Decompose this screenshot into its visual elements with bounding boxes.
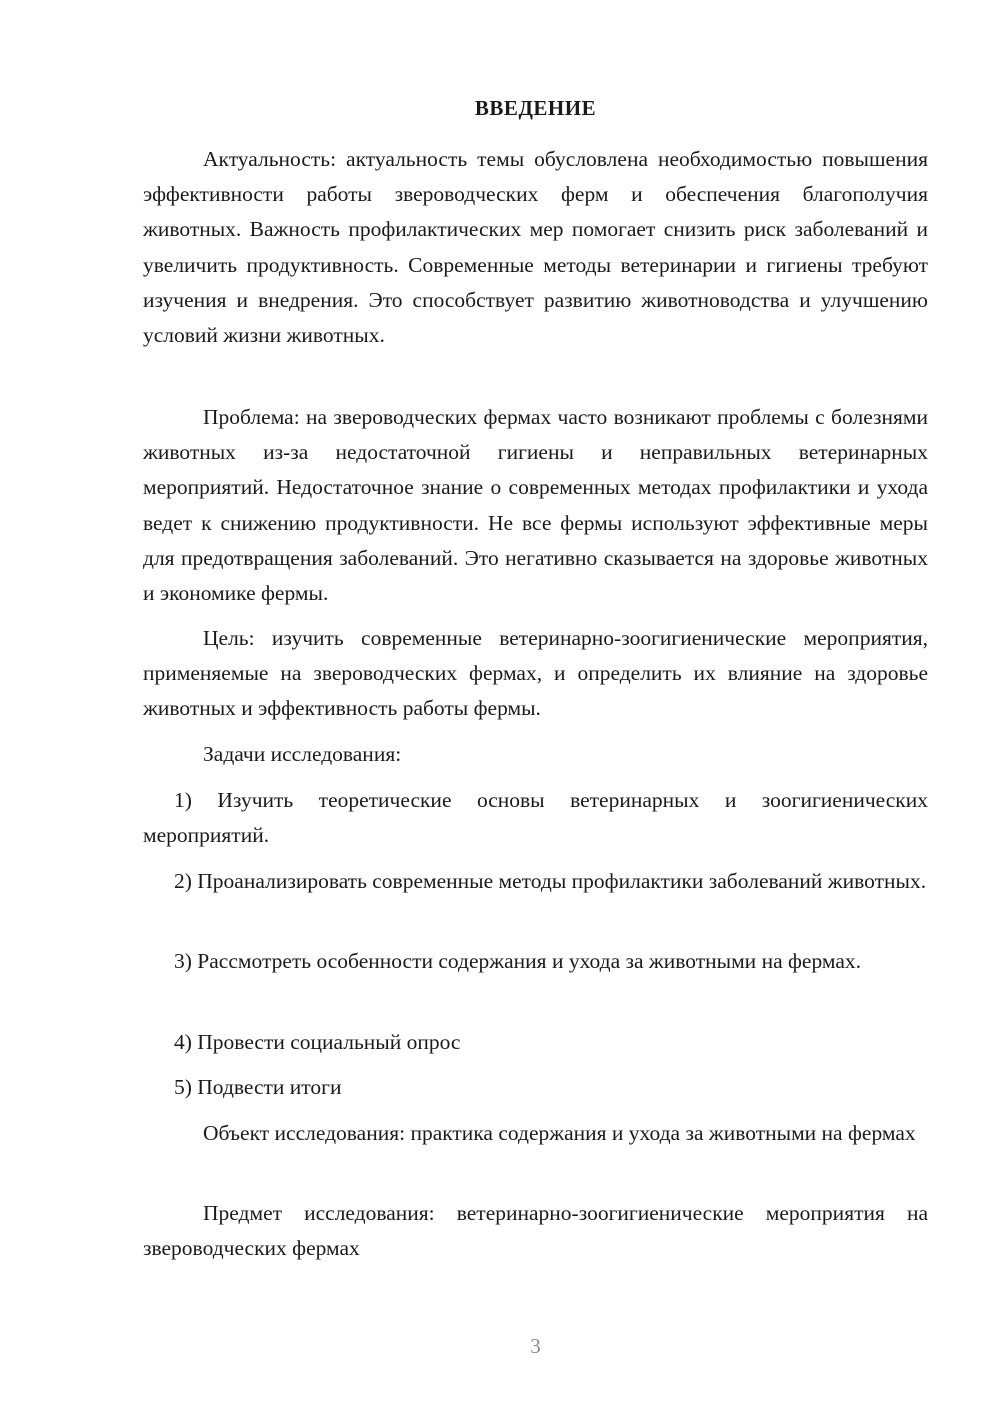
task-item-1: 1) Изучить теоретические основы ветеринарных и зоогигиенических мероприятий.	[143, 788, 928, 848]
page-number: 3	[530, 1334, 541, 1358]
task-item-3: 3) Рассмотреть особенности содержания и ухода за животными на фермах.	[174, 949, 862, 973]
task-item-5: 5) Подвести итоги	[174, 1075, 342, 1099]
task-item-2: 2) Проанализировать современные методы профилактики заболеваний животных.	[174, 869, 927, 893]
problem-paragraph: Проблема: на звероводческих фермах часто возникают проблемы с болезнями животных из-за недостаточной гигиены и неправильных ветеринарных мероприятий. Недостаточное знание о современных методах профилактики и ухода ведет к снижению продуктивности. Не все фермы используют эффективные меры для предотвращения заболеваний. Это негативно сказывается на здоровье животных и экономике фермы.	[143, 405, 928, 606]
section-heading: ВВЕДЕНИЕ	[474, 96, 597, 120]
tasks-heading: Задачи исследования:	[203, 742, 402, 766]
object-paragraph: Объект исследования: практика содержания и ухода за животными на фермах	[203, 1121, 916, 1145]
relevance-paragraph: Актуальность: актуальность темы обусловлена необходимостью повышения эффективности работы звероводческих ферм и обеспечения благополучия животных. Важность профилактических мер помогает снизить риск заболеваний и увеличить продуктивность. Современные методы ветеринарии и гигиены требуют изучения и внедрения. Это способствует развитию животноводства и улучшению условий жизни животных.	[143, 147, 928, 348]
task-item-4: 4) Провести социальный опрос	[174, 1030, 461, 1054]
subject-paragraph: Предмет исследования: ветеринарно-зоогигиенические мероприятия на звероводческих фермах	[143, 1201, 928, 1261]
goal-paragraph: Цель: изучить современные ветеринарно-зоогигиенические мероприятия, применяемые на звероводческих фермах, и определить их влияние на здоровье животных и эффективность работы фермы.	[143, 626, 928, 721]
